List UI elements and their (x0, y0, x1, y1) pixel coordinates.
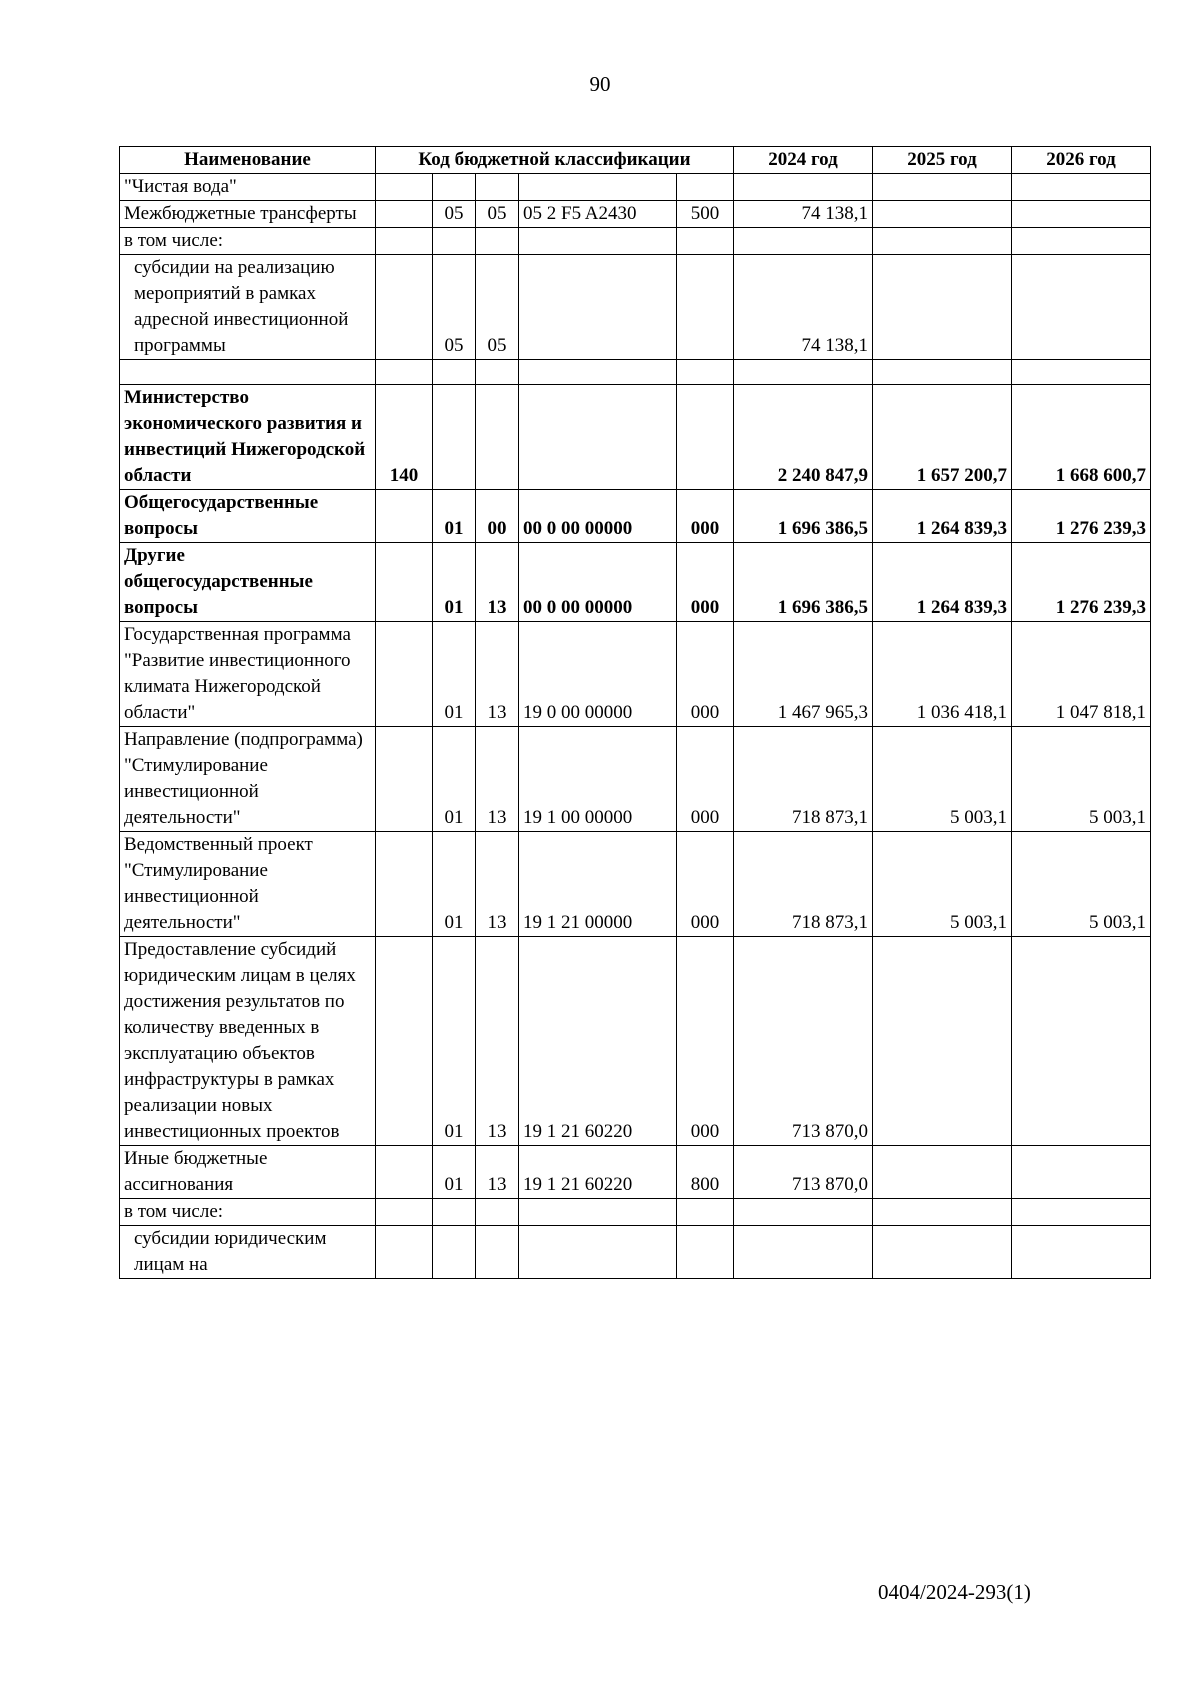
row-rz (433, 385, 476, 490)
row-2026: 1 276 239,3 (1012, 543, 1151, 622)
row-csr (519, 1226, 677, 1279)
row-vr (677, 360, 734, 385)
row-2026 (1012, 174, 1151, 201)
row-ved (376, 201, 433, 228)
row-2025 (873, 228, 1012, 255)
row-name: в том числе: (120, 1199, 376, 1226)
table-row (120, 1146, 1151, 1199)
row-vr: 000 (677, 622, 734, 727)
header-2026: 2026 год (1012, 147, 1151, 174)
table-row (120, 201, 1151, 228)
row-ved (376, 228, 433, 255)
row-csr (519, 360, 677, 385)
row-2025 (873, 1146, 1012, 1199)
row-pr (476, 174, 519, 201)
row-2024: 1 696 386,5 (734, 543, 873, 622)
row-rz: 01 (433, 937, 476, 1146)
table-row (120, 490, 1151, 543)
budget-table (119, 146, 1151, 1279)
row-csr: 00 0 00 00000 (519, 543, 677, 622)
row-csr (519, 174, 677, 201)
row-2025: 1 657 200,7 (873, 385, 1012, 490)
row-csr: 00 0 00 00000 (519, 490, 677, 543)
row-name: Министерство экономического развития и инвестиций Нижегородской области (120, 385, 376, 490)
row-rz: 01 (433, 727, 476, 832)
row-rz: 01 (433, 622, 476, 727)
row-2024 (734, 1199, 873, 1226)
row-2024 (734, 228, 873, 255)
row-rz (433, 1199, 476, 1226)
row-name: Направление (подпрограмма) "Стимулирование инвестиционной деятельности" (120, 727, 376, 832)
row-rz (433, 174, 476, 201)
row-2024 (734, 174, 873, 201)
row-ved (376, 360, 433, 385)
row-2025 (873, 937, 1012, 1146)
page-number: 90 (589, 72, 611, 96)
row-2025 (873, 1226, 1012, 1279)
row-pr (476, 385, 519, 490)
row-vr (677, 1199, 734, 1226)
row-name: субсидии на реализацию мероприятий в рамках адресной инвестиционной программы (120, 255, 376, 360)
row-ved (376, 174, 433, 201)
row-csr: 19 0 00 00000 (519, 622, 677, 727)
row-vr (677, 174, 734, 201)
row-2024 (734, 360, 873, 385)
row-vr (677, 228, 734, 255)
row-vr: 800 (677, 1146, 734, 1199)
row-rz (433, 360, 476, 385)
row-2025 (873, 201, 1012, 228)
row-name: Другие общегосударственные вопросы (120, 543, 376, 622)
row-csr (519, 385, 677, 490)
row-name: Государственная программа "Развитие инвестиционного климата Нижегородской области" (120, 622, 376, 727)
row-2026 (1012, 360, 1151, 385)
row-name: Ведомственный проект "Стимулирование инвестиционной деятельности" (120, 832, 376, 937)
row-csr: 19 1 00 00000 (519, 727, 677, 832)
row-2024: 718 873,1 (734, 727, 873, 832)
table-header-row (120, 147, 1151, 174)
row-csr: 19 1 21 60220 (519, 1146, 677, 1199)
row-2025: 5 003,1 (873, 832, 1012, 937)
row-name: Предоставление субсидий юридическим лицам в целях достижения результатов по количеству введенных в эксплуатацию объектов инфраструктуры в рамках реализации новых инвестиционных проектов (120, 937, 376, 1146)
row-2026: 5 003,1 (1012, 832, 1151, 937)
row-name (120, 360, 376, 385)
table-row (120, 255, 1151, 360)
row-csr: 05 2 F5 A2430 (519, 201, 677, 228)
row-2025: 1 264 839,3 (873, 490, 1012, 543)
row-2025: 5 003,1 (873, 727, 1012, 832)
row-name: в том числе: (120, 228, 376, 255)
header-code: Код бюджетной классификации (376, 147, 734, 174)
row-vr (677, 385, 734, 490)
row-2024: 713 870,0 (734, 937, 873, 1146)
row-vr: 000 (677, 490, 734, 543)
row-2026 (1012, 1199, 1151, 1226)
row-name: Межбюджетные трансферты (120, 201, 376, 228)
row-pr: 00 (476, 490, 519, 543)
row-2026 (1012, 937, 1151, 1146)
row-ved (376, 490, 433, 543)
row-pr (476, 1226, 519, 1279)
table-row (120, 174, 1151, 201)
row-2026 (1012, 228, 1151, 255)
table-row (120, 360, 1151, 385)
row-pr: 13 (476, 622, 519, 727)
table-row (120, 727, 1151, 832)
row-rz: 05 (433, 201, 476, 228)
row-2025 (873, 360, 1012, 385)
row-2024: 1 467 965,3 (734, 622, 873, 727)
row-pr: 13 (476, 937, 519, 1146)
row-2026 (1012, 201, 1151, 228)
row-ved (376, 622, 433, 727)
row-2026 (1012, 1146, 1151, 1199)
header-2024: 2024 год (734, 147, 873, 174)
table-row (120, 543, 1151, 622)
row-vr: 000 (677, 832, 734, 937)
row-rz (433, 228, 476, 255)
table-row (120, 228, 1151, 255)
row-2024: 2 240 847,9 (734, 385, 873, 490)
row-pr: 13 (476, 1146, 519, 1199)
row-2024: 74 138,1 (734, 201, 873, 228)
row-2024 (734, 1226, 873, 1279)
row-2024: 74 138,1 (734, 255, 873, 360)
row-2025: 1 036 418,1 (873, 622, 1012, 727)
row-2025 (873, 174, 1012, 201)
row-ved (376, 1146, 433, 1199)
row-2026: 1 047 818,1 (1012, 622, 1151, 727)
row-2026: 5 003,1 (1012, 727, 1151, 832)
row-pr (476, 360, 519, 385)
row-rz: 01 (433, 543, 476, 622)
row-pr: 13 (476, 832, 519, 937)
row-2025 (873, 255, 1012, 360)
row-pr: 05 (476, 255, 519, 360)
row-name: Общегосударственные вопросы (120, 490, 376, 543)
row-2025 (873, 1199, 1012, 1226)
row-rz: 01 (433, 1146, 476, 1199)
row-pr (476, 1199, 519, 1226)
row-ved (376, 1199, 433, 1226)
row-vr: 000 (677, 727, 734, 832)
table-row (120, 1199, 1151, 1226)
row-2026: 1 276 239,3 (1012, 490, 1151, 543)
row-name: субсидии юридическим лицам на (120, 1226, 376, 1279)
row-ved (376, 1226, 433, 1279)
row-pr: 13 (476, 727, 519, 832)
table-row (120, 937, 1151, 1146)
table-row (120, 622, 1151, 727)
table-row (120, 832, 1151, 937)
row-2026 (1012, 255, 1151, 360)
row-ved (376, 832, 433, 937)
header-name: Наименование (120, 147, 376, 174)
row-2026: 1 668 600,7 (1012, 385, 1151, 490)
row-vr (677, 255, 734, 360)
row-name: "Чистая вода" (120, 174, 376, 201)
row-csr (519, 228, 677, 255)
row-name: Иные бюджетные ассигнования (120, 1146, 376, 1199)
document-code: 0404/2024-293(1) (878, 1580, 1031, 1604)
table-row (120, 1226, 1151, 1279)
row-csr: 19 1 21 00000 (519, 832, 677, 937)
row-rz: 01 (433, 490, 476, 543)
row-vr: 000 (677, 937, 734, 1146)
row-2024: 718 873,1 (734, 832, 873, 937)
row-rz: 05 (433, 255, 476, 360)
row-rz: 01 (433, 832, 476, 937)
row-vr: 000 (677, 543, 734, 622)
row-pr: 05 (476, 201, 519, 228)
row-pr: 13 (476, 543, 519, 622)
row-ved (376, 255, 433, 360)
row-vr (677, 1226, 734, 1279)
header-2025: 2025 год (873, 147, 1012, 174)
row-vr: 500 (677, 201, 734, 228)
row-2024: 713 870,0 (734, 1146, 873, 1199)
row-2025: 1 264 839,3 (873, 543, 1012, 622)
row-csr: 19 1 21 60220 (519, 937, 677, 1146)
row-ved (376, 543, 433, 622)
row-ved (376, 937, 433, 1146)
table-row (120, 385, 1151, 490)
row-pr (476, 228, 519, 255)
row-csr (519, 1199, 677, 1226)
row-2026 (1012, 1226, 1151, 1279)
row-csr (519, 255, 677, 360)
row-ved: 140 (376, 385, 433, 490)
row-2024: 1 696 386,5 (734, 490, 873, 543)
row-rz (433, 1226, 476, 1279)
row-ved (376, 727, 433, 832)
